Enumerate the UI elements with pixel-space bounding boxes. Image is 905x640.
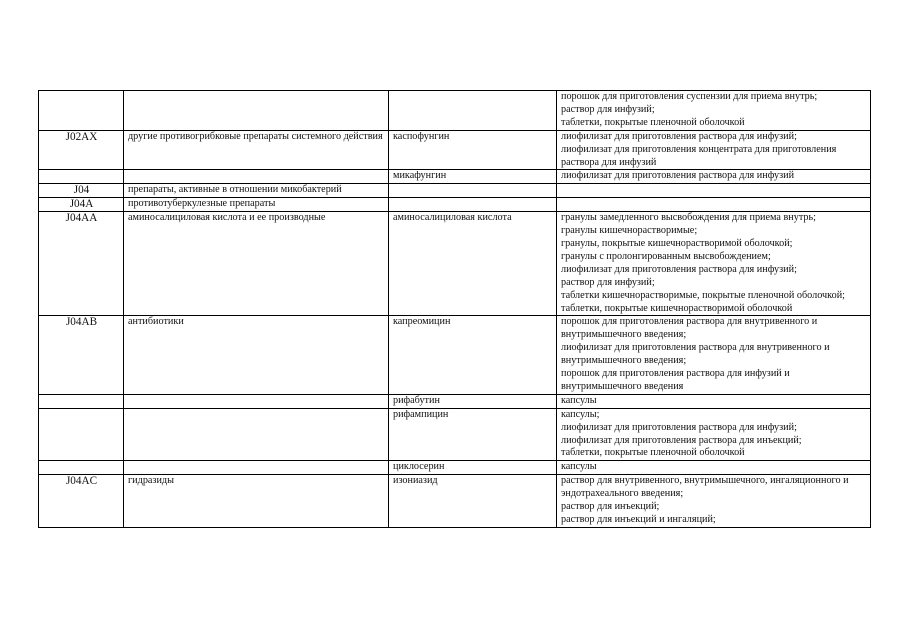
group-cell: противотуберкулезные препараты [124,198,389,212]
dosage-forms-cell: капсулы [557,461,871,475]
dosage-forms-cell: раствор для внутривенного, внутримышечного, ингаляционного и эндотрахеального введения; раствор для инъекций; раствор для инъекций и ингаляций; [557,475,871,528]
atc-code-cell: J04 [39,184,124,198]
atc-code-cell [39,461,124,475]
atc-code-cell: J02AX [39,130,124,170]
atc-code-cell: J04AA [39,212,124,316]
drug-name-cell: капреомицин [389,316,557,394]
table-row [39,316,871,394]
dosage-forms-cell [557,184,871,198]
drug-name-cell: рифабутин [389,394,557,408]
group-cell [124,461,389,475]
table-row [39,461,871,475]
table-row [39,198,871,212]
dosage-forms-cell: лиофилизат для приготовления раствора для инфузий [557,170,871,184]
atc-code-cell: J04A [39,198,124,212]
atc-code-cell [39,170,124,184]
drug-table [38,90,871,528]
atc-code-cell [39,91,124,131]
table-row [39,184,871,198]
drug-name-cell: рифампицин [389,408,557,461]
drug-name-cell [389,184,557,198]
table-row [39,130,871,170]
dosage-forms-cell: капсулы [557,394,871,408]
group-cell: препараты, активные в отношении микобактерий [124,184,389,198]
group-cell [124,408,389,461]
drug-name-cell: аминосалициловая кислота [389,212,557,316]
dosage-forms-cell: порошок для приготовления суспензии для приема внутрь; раствор для инфузий; таблетки, покрытые пленочной оболочкой [557,91,871,131]
drug-name-cell [389,91,557,131]
group-cell: аминосалициловая кислота и ее производные [124,212,389,316]
drug-name-cell: циклосерин [389,461,557,475]
group-cell [124,91,389,131]
table-row [39,475,871,528]
drug-name-cell [389,198,557,212]
table-row [39,170,871,184]
group-cell: гидразиды [124,475,389,528]
dosage-forms-cell [557,198,871,212]
atc-code-cell [39,394,124,408]
drug-name-cell: каспофунгин [389,130,557,170]
group-cell [124,394,389,408]
table-row [39,91,871,131]
drug-name-cell: микафунгин [389,170,557,184]
dosage-forms-cell: гранулы замедленного высвобождения для приема внутрь; гранулы кишечнорастворимые; гранулы, покрытые кишечнорастворимой оболочкой; гранулы с пролонгированным высвобождением; лиофилизат для приготовления раствора для инфузий; раствор для инфузий; таблетки кишечнорастворимые, покрытые пленочной оболочкой; таблетки, покрытые кишечнорастворимой оболочкой [557,212,871,316]
dosage-forms-cell: капсулы; лиофилизат для приготовления раствора для инфузий; лиофилизат для приготовления раствора для инъекций; таблетки, покрытые пленочной оболочкой [557,408,871,461]
atc-code-cell: J04AB [39,316,124,394]
group-cell: антибиотики [124,316,389,394]
table-row [39,408,871,461]
group-cell: другие противогрибковые препараты системного действия [124,130,389,170]
dosage-forms-cell: порошок для приготовления раствора для внутривенного и внутримышечного введения; лиофилизат для приготовления раствора для внутривенного и внутримышечного введения; порошок для приготовления раствора для инфузий и внутримышечного введения [557,316,871,394]
drug-name-cell: изониазид [389,475,557,528]
atc-code-cell: J04AC [39,475,124,528]
table-row [39,212,871,316]
group-cell [124,170,389,184]
table-row [39,394,871,408]
atc-code-cell [39,408,124,461]
dosage-forms-cell: лиофилизат для приготовления раствора для инфузий; лиофилизат для приготовления концентрата для приготовления раствора для инфузий [557,130,871,170]
